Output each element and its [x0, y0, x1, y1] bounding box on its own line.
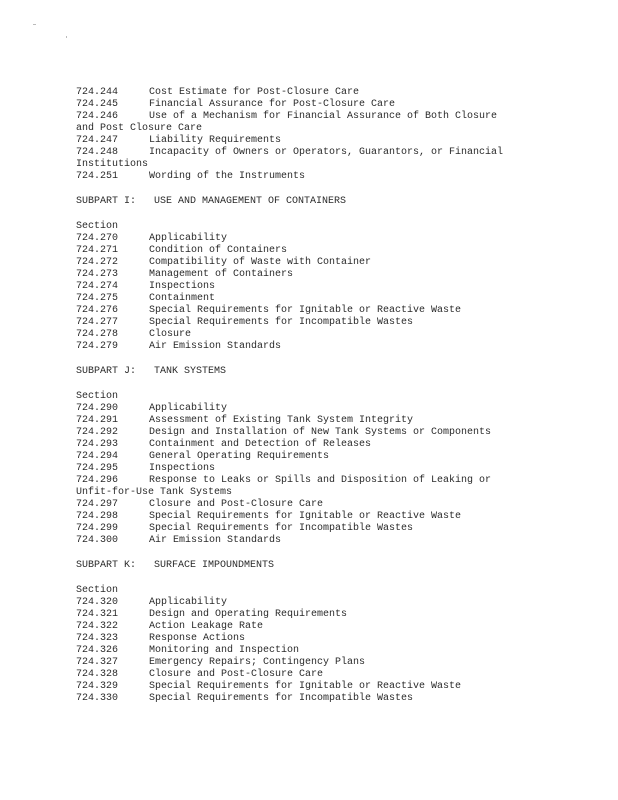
- section-entry: [76, 305, 596, 317]
- section-number: 724.322: [76, 621, 119, 632]
- section-number: 724.246: [76, 111, 119, 122]
- section-number: 724.248: [76, 147, 119, 158]
- section-number: 724.251: [76, 171, 119, 182]
- section-title: Inspections: [149, 281, 216, 292]
- section-number: 724.244: [76, 87, 119, 98]
- scan-speck: [33, 24, 36, 25]
- section-column-label: Section: [76, 391, 119, 402]
- section-title: Assessment of Existing Tank System Integrity: [149, 415, 414, 426]
- section-entry: [76, 427, 596, 439]
- section-title: Applicability: [149, 403, 228, 414]
- section-entry: [76, 609, 596, 621]
- scan-speck: [66, 36, 67, 38]
- section-title: Response Actions: [149, 633, 246, 644]
- section-entry: [76, 341, 596, 353]
- section-title: Monitoring and Inspection: [149, 645, 300, 656]
- section-entry: [76, 171, 596, 183]
- section-entry: [76, 245, 596, 257]
- section-entry: [76, 463, 596, 475]
- section-title: Management of Containers: [149, 269, 294, 280]
- section-title: Special Requirements for Incompatible Wastes: [149, 693, 414, 704]
- section-number: 724.277: [76, 317, 119, 328]
- section-title-continuation: and Post Closure Care: [76, 123, 203, 134]
- section-number: 724.247: [76, 135, 119, 146]
- section-number: 724.274: [76, 281, 119, 292]
- section-number: 724.279: [76, 341, 119, 352]
- section-number: 724.290: [76, 403, 119, 414]
- section-number: 724.328: [76, 669, 119, 680]
- section-column-label: Section: [76, 221, 119, 232]
- section-number: 724.294: [76, 451, 119, 462]
- section-entry: [76, 633, 596, 645]
- section-number: 724.273: [76, 269, 119, 280]
- section-entry: [76, 257, 596, 269]
- section-entry: [76, 135, 596, 147]
- section-entry: [76, 451, 596, 463]
- section-number: 724.326: [76, 645, 119, 656]
- section-title: Design and Installation of New Tank Systems or Components: [149, 427, 492, 438]
- section-number: 724.323: [76, 633, 119, 644]
- section-title-continuation: Unfit-for-Use Tank Systems: [76, 487, 233, 498]
- section-entry: [76, 669, 596, 681]
- section-title: Design and Operating Requirements: [149, 609, 348, 620]
- section-number: 724.245: [76, 99, 119, 110]
- section-title: Air Emission Standards: [149, 341, 282, 352]
- subpart-heading: [76, 560, 596, 572]
- section-entry: [76, 523, 596, 535]
- section-title: Special Requirements for Ignitable or Reactive Waste: [149, 305, 462, 316]
- subpart-title: USE AND MANAGEMENT OF CONTAINERS: [154, 196, 347, 207]
- section-entry: [76, 475, 596, 487]
- section-number: 724.271: [76, 245, 119, 256]
- section-title-continuation: Institutions: [76, 159, 149, 170]
- section-number: 724.291: [76, 415, 119, 426]
- section-entry: [76, 281, 596, 293]
- section-entry: [76, 597, 596, 609]
- section-number: 724.275: [76, 293, 119, 304]
- section-title: Compatibility of Waste with Container: [149, 257, 372, 268]
- section-number: 724.293: [76, 439, 119, 450]
- section-title: Closure and Post-Closure Care: [149, 669, 324, 680]
- section-entry: [76, 293, 596, 305]
- section-entry: [76, 87, 596, 99]
- section-title: Special Requirements for Ignitable or Reactive Waste: [149, 511, 462, 522]
- section-title: Emergency Repairs; Contingency Plans: [149, 657, 366, 668]
- section-title: Closure and Post-Closure Care: [149, 499, 324, 510]
- section-title: Inspections: [149, 463, 216, 474]
- subpart-title: SURFACE IMPOUNDMENTS: [154, 560, 275, 571]
- section-entry: [76, 317, 596, 329]
- section-title: Containment: [149, 293, 216, 304]
- subpart-label: SUBPART K:: [76, 560, 137, 571]
- section-number: 724.278: [76, 329, 119, 340]
- section-title: Special Requirements for Incompatible Wastes: [149, 523, 414, 534]
- section-entry: [76, 233, 596, 245]
- section-title: Containment and Detection of Releases: [149, 439, 372, 450]
- section-entry: [76, 693, 596, 705]
- section-title: Liability Requirements: [149, 135, 282, 146]
- section-column-label: Section: [76, 585, 119, 596]
- section-number: 724.327: [76, 657, 119, 668]
- section-entry: [76, 439, 596, 451]
- section-number: 724.295: [76, 463, 119, 474]
- section-number: 724.330: [76, 693, 119, 704]
- section-entry: [76, 621, 596, 633]
- section-entry: [76, 657, 596, 669]
- section-number: 724.300: [76, 535, 119, 546]
- section-title: Financial Assurance for Post-Closure Care: [149, 99, 396, 110]
- section-number: 724.270: [76, 233, 119, 244]
- section-entry: [76, 147, 596, 159]
- section-title: Wording of the Instruments: [149, 171, 306, 182]
- section-title: Response to Leaks or Spills and Disposition of Leaking or: [149, 475, 492, 486]
- subpart-title: TANK SYSTEMS: [154, 366, 227, 377]
- section-entry: [76, 681, 596, 693]
- section-title: Cost Estimate for Post-Closure Care: [149, 87, 360, 98]
- section-title: Applicability: [149, 233, 228, 244]
- section-number: 724.292: [76, 427, 119, 438]
- section-number: 724.298: [76, 511, 119, 522]
- subpart-label: SUBPART I:: [76, 196, 137, 207]
- section-title: Action Leakage Rate: [149, 621, 264, 632]
- section-entry: [76, 269, 596, 281]
- section-entry: [76, 329, 596, 341]
- section-number: 724.296: [76, 475, 119, 486]
- section-title: Special Requirements for Ignitable or Reactive Waste: [149, 681, 462, 692]
- section-entry: [76, 535, 596, 547]
- section-number: 724.320: [76, 597, 119, 608]
- section-entry: [76, 499, 596, 511]
- section-entry: [76, 99, 596, 111]
- section-title: Closure: [149, 329, 192, 340]
- section-entry: [76, 645, 596, 657]
- section-entry: [76, 415, 596, 427]
- section-entry: [76, 511, 596, 523]
- section-number: 724.329: [76, 681, 119, 692]
- subpart-label: SUBPART J:: [76, 366, 137, 377]
- section-number: 724.297: [76, 499, 119, 510]
- section-entry: [76, 111, 596, 123]
- section-title: Condition of Containers: [149, 245, 288, 256]
- subpart-heading: [76, 366, 596, 378]
- section-number: 724.299: [76, 523, 119, 534]
- section-number: 724.272: [76, 257, 119, 268]
- section-title: Air Emission Standards: [149, 535, 282, 546]
- table-of-contents: [76, 87, 596, 705]
- section-number: 724.276: [76, 305, 119, 316]
- section-number: 724.321: [76, 609, 119, 620]
- section-title: Incapacity of Owners or Operators, Guarantors, or Financial: [149, 147, 504, 158]
- section-title: Special Requirements for Incompatible Wastes: [149, 317, 414, 328]
- subpart-heading: [76, 196, 596, 208]
- section-entry: [76, 403, 596, 415]
- section-title: Applicability: [149, 597, 228, 608]
- section-title: Use of a Mechanism for Financial Assurance of Both Closure: [149, 111, 498, 122]
- section-title: General Operating Requirements: [149, 451, 330, 462]
